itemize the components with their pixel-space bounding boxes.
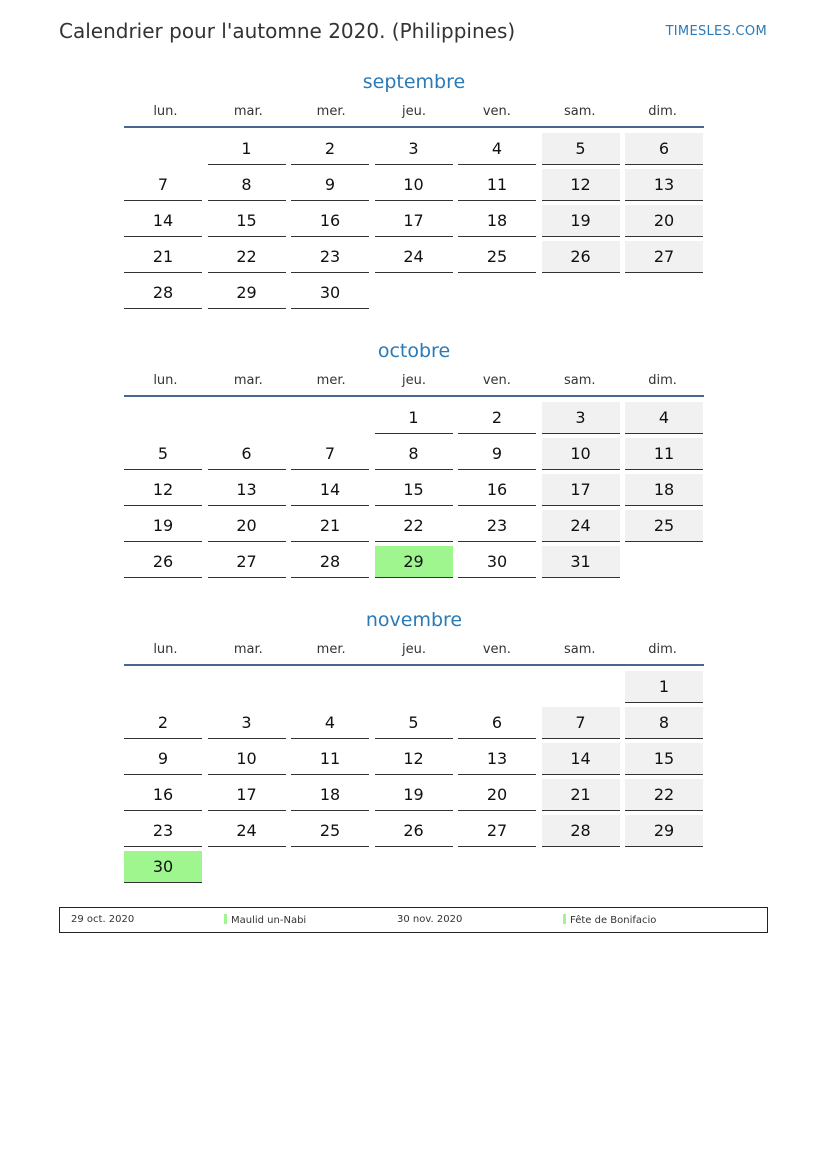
- weekday-label: lun.: [153, 104, 178, 119]
- day-cell: 6: [208, 438, 286, 470]
- empty-cell: [208, 402, 286, 433]
- day-cell: 14: [542, 743, 620, 775]
- day-cell: 7: [124, 169, 202, 201]
- week-row: [124, 401, 704, 437]
- day-cell: 13: [208, 474, 286, 506]
- empty-cell: [208, 851, 286, 882]
- legend-date: 30 nov. 2020: [397, 914, 463, 925]
- day-cell: 23: [458, 510, 536, 542]
- day-cell: 30: [458, 546, 536, 578]
- day-cell: 27: [458, 815, 536, 847]
- empty-cell: [542, 851, 620, 882]
- empty-cell: [291, 851, 369, 882]
- day-cell: 23: [124, 815, 202, 847]
- day-cell: 8: [625, 707, 703, 739]
- weekday-label: jeu.: [402, 642, 426, 657]
- day-cell: 11: [625, 438, 703, 470]
- day-cell: 25: [625, 510, 703, 542]
- week-row: [124, 509, 704, 545]
- day-cell: 26: [124, 546, 202, 578]
- legend-holiday: [563, 914, 656, 926]
- weekday-label: lun.: [153, 373, 178, 388]
- day-cell: 18: [458, 205, 536, 237]
- day-cell: 10: [375, 169, 453, 201]
- day-cell: 12: [375, 743, 453, 775]
- day-cell: 26: [375, 815, 453, 847]
- day-cell: 12: [124, 474, 202, 506]
- weekday-label: dim.: [648, 642, 677, 657]
- day-cell: 22: [375, 510, 453, 542]
- week-row: [124, 742, 704, 778]
- weekday-header: [124, 642, 704, 666]
- day-cell: 14: [291, 474, 369, 506]
- weekday-label: dim.: [648, 373, 677, 388]
- week-row: [124, 814, 704, 850]
- weekday-label: mer.: [316, 104, 346, 119]
- day-cell: 16: [291, 205, 369, 237]
- weekday-label: ven.: [482, 642, 511, 657]
- day-cell: 4: [458, 133, 536, 165]
- day-cell: 14: [124, 205, 202, 237]
- day-cell: 7: [291, 438, 369, 470]
- weekday-label: ven.: [482, 104, 511, 119]
- day-cell: 19: [542, 205, 620, 237]
- empty-cell: [458, 851, 536, 882]
- weekday-label: sam.: [563, 373, 596, 388]
- week-row: [124, 437, 704, 473]
- day-cell: 18: [291, 779, 369, 811]
- empty-cell: [208, 671, 286, 702]
- day-cell: 23: [291, 241, 369, 273]
- day-cell: 5: [124, 438, 202, 470]
- day-cell: 10: [542, 438, 620, 470]
- day-cell: 11: [291, 743, 369, 775]
- day-cell: 13: [625, 169, 703, 201]
- day-cell: 19: [375, 779, 453, 811]
- legend-holiday-name: Maulid un-Nabi: [231, 915, 307, 926]
- empty-cell: [375, 671, 453, 702]
- empty-cell: [542, 277, 620, 308]
- empty-cell: [625, 851, 703, 882]
- day-cell: 10: [208, 743, 286, 775]
- week-row: [124, 850, 704, 886]
- weekday-label: dim.: [648, 104, 677, 119]
- month-name: octobre: [377, 340, 451, 362]
- day-cell: 1: [208, 133, 286, 165]
- day-cell: 20: [458, 779, 536, 811]
- day-cell: 21: [542, 779, 620, 811]
- day-cell: 1: [625, 671, 703, 703]
- empty-cell: [375, 851, 453, 882]
- day-cell: 20: [625, 205, 703, 237]
- day-cell: 17: [542, 474, 620, 506]
- empty-cell: [291, 402, 369, 433]
- legend-holiday-name: Fête de Bonifacio: [570, 915, 657, 926]
- day-cell: 3: [208, 707, 286, 739]
- page-title: Calendrier pour l'automne 2020. (Philippines): [59, 19, 516, 43]
- empty-cell: [625, 277, 703, 308]
- week-rows: [124, 670, 704, 886]
- day-cell: 28: [542, 815, 620, 847]
- day-cell: 27: [625, 241, 703, 273]
- day-cell: 2: [458, 402, 536, 434]
- day-cell: 24: [542, 510, 620, 542]
- legend-date: 29 oct. 2020: [71, 914, 135, 925]
- day-cell: 26: [542, 241, 620, 273]
- day-cell: 4: [625, 402, 703, 434]
- month-novembre: [124, 606, 704, 886]
- weekday-header: [124, 104, 704, 128]
- day-cell: 22: [208, 241, 286, 273]
- holiday-color-marker: [563, 914, 566, 924]
- day-cell: 6: [625, 133, 703, 165]
- legend-holiday: [224, 914, 306, 926]
- day-cell: 24: [375, 241, 453, 273]
- day-cell: 29: [208, 277, 286, 309]
- week-row: [124, 670, 704, 706]
- day-cell: 13: [458, 743, 536, 775]
- week-row: [124, 276, 704, 312]
- day-cell: 7: [542, 707, 620, 739]
- day-cell: 1: [375, 402, 453, 434]
- day-cell: 18: [625, 474, 703, 506]
- empty-cell: [458, 277, 536, 308]
- month-septembre: [124, 68, 704, 312]
- month-octobre: [124, 337, 704, 581]
- week-row: [124, 204, 704, 240]
- empty-cell: [124, 133, 202, 164]
- weekday-label: sam.: [563, 642, 596, 657]
- day-cell: 25: [458, 241, 536, 273]
- day-cell: 2: [291, 133, 369, 165]
- day-cell: 21: [124, 241, 202, 273]
- holiday-day-cell: 29: [375, 546, 453, 578]
- day-cell: 15: [625, 743, 703, 775]
- day-cell: 25: [291, 815, 369, 847]
- week-row: [124, 545, 704, 581]
- week-row: [124, 132, 704, 168]
- day-cell: 28: [124, 277, 202, 309]
- weekday-label: lun.: [153, 642, 178, 657]
- empty-cell: [124, 402, 202, 433]
- day-cell: 31: [542, 546, 620, 578]
- empty-cell: [458, 671, 536, 702]
- day-cell: 28: [291, 546, 369, 578]
- weekday-header: [124, 373, 704, 397]
- empty-cell: [375, 277, 453, 308]
- week-row: [124, 706, 704, 742]
- day-cell: 21: [291, 510, 369, 542]
- day-cell: 6: [458, 707, 536, 739]
- holiday-color-marker: [224, 914, 227, 924]
- day-cell: 8: [208, 169, 286, 201]
- empty-cell: [291, 671, 369, 702]
- day-cell: 9: [124, 743, 202, 775]
- day-cell: 2: [124, 707, 202, 739]
- day-cell: 16: [124, 779, 202, 811]
- month-name: novembre: [365, 609, 463, 631]
- day-cell: 5: [542, 133, 620, 165]
- weekday-label: mar.: [233, 104, 263, 119]
- day-cell: 20: [208, 510, 286, 542]
- day-cell: 27: [208, 546, 286, 578]
- day-cell: 15: [208, 205, 286, 237]
- day-cell: 17: [375, 205, 453, 237]
- site-link[interactable]: TIMESLES.COM: [665, 24, 767, 39]
- week-row: [124, 168, 704, 204]
- day-cell: 9: [291, 169, 369, 201]
- weekday-label: jeu.: [402, 104, 426, 119]
- week-rows: [124, 401, 704, 581]
- day-cell: 12: [542, 169, 620, 201]
- day-cell: 5: [375, 707, 453, 739]
- day-cell: 11: [458, 169, 536, 201]
- day-cell: 15: [375, 474, 453, 506]
- day-cell: 3: [375, 133, 453, 165]
- holiday-day-cell: 30: [124, 851, 202, 883]
- day-cell: 17: [208, 779, 286, 811]
- weekday-label: jeu.: [402, 373, 426, 388]
- day-cell: 8: [375, 438, 453, 470]
- weekday-label: mer.: [316, 642, 346, 657]
- weekday-label: mar.: [233, 373, 263, 388]
- holiday-legend: [59, 907, 768, 933]
- month-name: septembre: [362, 71, 466, 93]
- day-cell: 22: [625, 779, 703, 811]
- day-cell: 16: [458, 474, 536, 506]
- empty-cell: [124, 671, 202, 702]
- weekday-label: mer.: [316, 373, 346, 388]
- weekday-label: ven.: [482, 373, 511, 388]
- day-cell: 29: [625, 815, 703, 847]
- day-cell: 3: [542, 402, 620, 434]
- empty-cell: [625, 546, 703, 577]
- day-cell: 4: [291, 707, 369, 739]
- day-cell: 19: [124, 510, 202, 542]
- week-rows: [124, 132, 704, 312]
- week-row: [124, 240, 704, 276]
- empty-cell: [542, 671, 620, 702]
- week-row: [124, 778, 704, 814]
- day-cell: 9: [458, 438, 536, 470]
- day-cell: 30: [291, 277, 369, 309]
- weekday-label: mar.: [233, 642, 263, 657]
- week-row: [124, 473, 704, 509]
- weekday-label: sam.: [563, 104, 596, 119]
- day-cell: 24: [208, 815, 286, 847]
